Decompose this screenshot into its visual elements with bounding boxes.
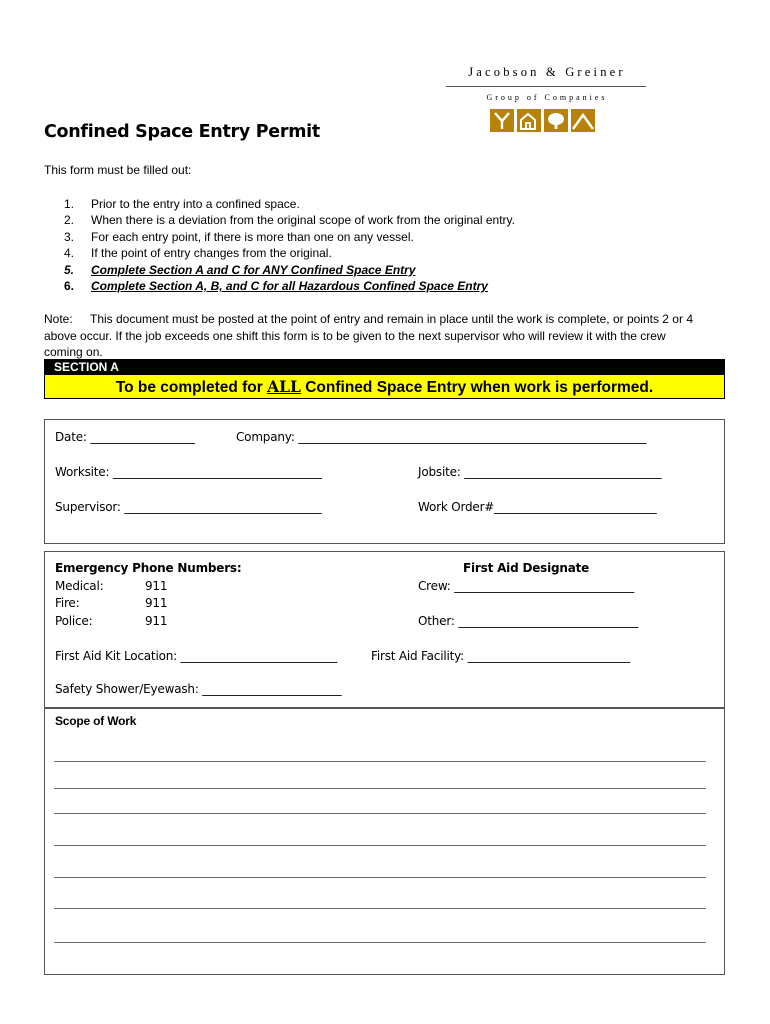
person-logo-icon <box>490 109 514 132</box>
supervisor-field[interactable]: Supervisor: __________________________________ <box>55 500 322 514</box>
note-paragraph <box>44 311 704 361</box>
jobsite-field[interactable]: Jobsite: __________________________________ <box>418 465 662 479</box>
section-a-header <box>44 359 725 375</box>
note-label: Note: <box>44 312 73 326</box>
list-item-number: 3. <box>64 229 75 244</box>
emergency-heading: Emergency Phone Numbers: <box>55 561 242 575</box>
scope-line[interactable] <box>54 813 706 814</box>
other-field[interactable]: Other: _______________________________ <box>418 614 639 628</box>
scope-line[interactable] <box>54 845 706 846</box>
police-number: 911 <box>145 614 168 628</box>
first-aid-facility-field[interactable]: First Aid Facility: ____________________________ <box>371 649 630 663</box>
tree-logo-icon <box>544 109 568 132</box>
list-item <box>64 212 515 228</box>
medical-number: 911 <box>145 579 168 593</box>
work-order-field[interactable]: Work Order#____________________________ <box>418 500 657 514</box>
list-item-text: Complete Section A and C for ANY Confined Space Entry <box>91 262 416 277</box>
scope-line[interactable] <box>54 788 706 789</box>
mountain-logo-icon <box>571 109 595 132</box>
section-a-banner <box>44 375 725 399</box>
section-a-label: SECTION A <box>54 360 119 374</box>
list-item-number: 6. <box>64 279 75 294</box>
list-item-number: 2. <box>64 213 75 228</box>
worksite-field[interactable]: Worksite: ____________________________________ <box>55 465 322 479</box>
fire-label: Fire: <box>55 596 80 610</box>
page-title: Confined Space Entry Permit <box>44 122 320 142</box>
list-item-text: When there is a deviation from the original scope of work from the original entry. <box>91 213 515 228</box>
list-item <box>64 245 515 261</box>
logo-icons <box>490 109 595 132</box>
banner-text-post: Confined Space Entry when work is performed. <box>300 379 654 396</box>
fire-number: 911 <box>145 596 168 610</box>
scope-of-work-box <box>44 707 725 975</box>
company-logo-name: Jacobson & Greiner <box>468 65 626 79</box>
instruction-list <box>64 196 515 294</box>
list-item <box>64 196 515 212</box>
scope-heading: Scope of Work <box>55 714 137 728</box>
company-field[interactable]: Company: ____________________________________________________________ <box>236 430 647 444</box>
first-aid-heading: First Aid Designate <box>463 561 590 575</box>
police-label: Police: <box>55 614 93 628</box>
banner-text-pre: To be completed for <box>115 379 268 396</box>
list-item <box>64 262 515 278</box>
list-item-number: 5. <box>64 262 75 277</box>
house-logo-icon <box>517 109 541 132</box>
date-field[interactable]: Date: __________________ <box>55 430 195 444</box>
scope-line[interactable] <box>54 942 706 943</box>
list-item <box>64 278 515 294</box>
list-item-text: If the point of entry changes from the original. <box>91 246 332 261</box>
list-item-number: 4. <box>64 246 75 261</box>
scope-line[interactable] <box>54 761 706 762</box>
list-item-text: Prior to the entry into a confined space. <box>91 197 300 211</box>
logo-divider <box>446 86 646 87</box>
company-logo-subtitle: Group of Companies <box>486 93 608 102</box>
crew-field[interactable]: Crew: _______________________________ <box>418 579 635 593</box>
list-item-text: For each entry point, if there is more than one on any vessel. <box>91 229 414 244</box>
list-item-text: Complete Section A, B, and C for all Hazardous Confined Space Entry <box>91 279 488 294</box>
list-item <box>64 229 515 245</box>
scope-line[interactable] <box>54 908 706 909</box>
banner-text-all: ALL <box>267 377 301 396</box>
safety-shower-field[interactable]: Safety Shower/Eyewash: ________________________ <box>55 682 342 696</box>
list-item-number: 1. <box>64 197 75 211</box>
first-aid-kit-field[interactable]: First Aid Kit Location: ___________________________ <box>55 649 338 663</box>
note-text: This document must be posted at the point of entry and remain in place until the work is complete, or points 2 or 4 above occur. If the job exceeds one shift this form is to be given to the next supervisor who will review it with the crew coming on. <box>44 312 693 359</box>
intro-text: This form must be filled out: <box>44 163 192 177</box>
medical-label: Medical: <box>55 579 104 593</box>
scope-line[interactable] <box>54 877 706 878</box>
